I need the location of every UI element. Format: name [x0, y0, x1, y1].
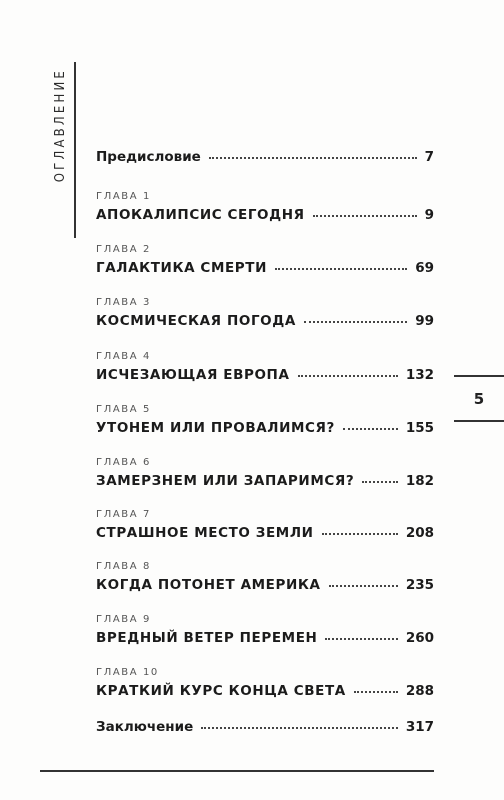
toc-entry-page: 182 [405, 473, 434, 489]
dot-leader [362, 480, 398, 483]
toc-entry-title: ЗАМЕРЗНЕМ ИЛИ ЗАПАРИМСЯ? [96, 473, 355, 489]
toc-entry-title: УТОНЕМ ИЛИ ПРОВАЛИМСЯ? [96, 420, 335, 436]
toc-entry-chapter-6[interactable] [96, 456, 434, 492]
dot-leader [304, 320, 407, 323]
toc-entry-chapter-5[interactable] [96, 403, 434, 439]
toc-entry-chapter-4[interactable] [96, 350, 434, 386]
dot-leader [322, 532, 398, 535]
toc-entry-title: ГАЛАКТИКА СМЕРТИ [96, 260, 267, 276]
chapter-label: ГЛАВА 6 [96, 457, 151, 468]
chapter-label: ГЛАВА 4 [96, 351, 151, 362]
dot-leader [354, 690, 398, 693]
toc-entry-page: 208 [405, 525, 434, 541]
toc-entry-page: 7 [424, 149, 434, 165]
dot-leader [209, 156, 417, 159]
toc-entry-title: Предисловие [96, 149, 201, 165]
chapter-label: ГЛАВА 9 [96, 614, 151, 625]
dot-leader [313, 214, 417, 217]
toc-entry-chapter-8[interactable] [96, 560, 434, 596]
toc-entry-title: КОГДА ПОТОНЕТ АМЕРИКА [96, 577, 321, 593]
chapter-label: ГЛАВА 10 [96, 667, 159, 678]
toc-entry-chapter-9[interactable] [96, 613, 434, 649]
toc-entry-page: 260 [405, 630, 434, 646]
toc-entry-page: 99 [415, 313, 434, 329]
toc-entry-title: АПОКАЛИПСИС СЕГОДНЯ [96, 207, 305, 223]
toc-entry-preface[interactable] [96, 146, 434, 168]
toc-entry-chapter-3[interactable] [96, 296, 434, 332]
toc-entry-chapter-7[interactable] [96, 508, 434, 544]
chapter-label: ГЛАВА 5 [96, 404, 151, 415]
section-title-container [48, 68, 72, 218]
page-number: 5 [473, 389, 485, 408]
dot-leader [201, 726, 398, 729]
toc-entry-title: КОСМИЧЕСКАЯ ПОГОДА [96, 313, 296, 329]
dot-leader [343, 427, 398, 430]
bottom-divider [40, 770, 434, 772]
toc-entry-chapter-2[interactable] [96, 243, 434, 279]
toc-entry-page: 69 [415, 260, 434, 276]
toc-entry-chapter-10[interactable] [96, 666, 434, 702]
toc-entry-title: ВРЕДНЫЙ ВЕТЕР ПЕРЕМЕН [96, 630, 318, 646]
page-number-rule-bottom [454, 420, 504, 422]
section-title: ОГЛАВЛЕНИЕ [52, 68, 68, 183]
toc-entry-conclusion[interactable] [96, 716, 434, 738]
dot-leader [325, 637, 397, 640]
chapter-label: ГЛАВА 8 [96, 561, 151, 572]
toc-entry-title: СТРАШНОЕ МЕСТО ЗЕМЛИ [96, 525, 314, 541]
chapter-label: ГЛАВА 1 [96, 191, 151, 202]
dot-leader [275, 267, 407, 270]
toc-entry-page: 155 [405, 420, 434, 436]
toc-entry-page: 9 [424, 207, 434, 223]
chapter-label: ГЛАВА 3 [96, 297, 151, 308]
chapter-label: ГЛАВА 2 [96, 244, 151, 255]
toc-entry-chapter-1[interactable] [96, 190, 434, 226]
dot-leader [298, 374, 398, 377]
toc-entry-page: 288 [405, 683, 434, 699]
dot-leader [329, 584, 398, 587]
chapter-label: ГЛАВА 7 [96, 509, 151, 520]
toc-entry-page: 317 [405, 719, 434, 735]
toc-entry-title: КРАТКИЙ КУРС КОНЦА СВЕТА [96, 683, 346, 699]
toc-entry-title: Заключение [96, 719, 194, 735]
toc-entry-page: 235 [405, 577, 434, 593]
toc-entry-title: ИСЧЕЗАЮЩАЯ ЕВРОПА [96, 367, 290, 383]
vertical-divider [74, 62, 76, 238]
toc-entry-page: 132 [405, 367, 434, 383]
